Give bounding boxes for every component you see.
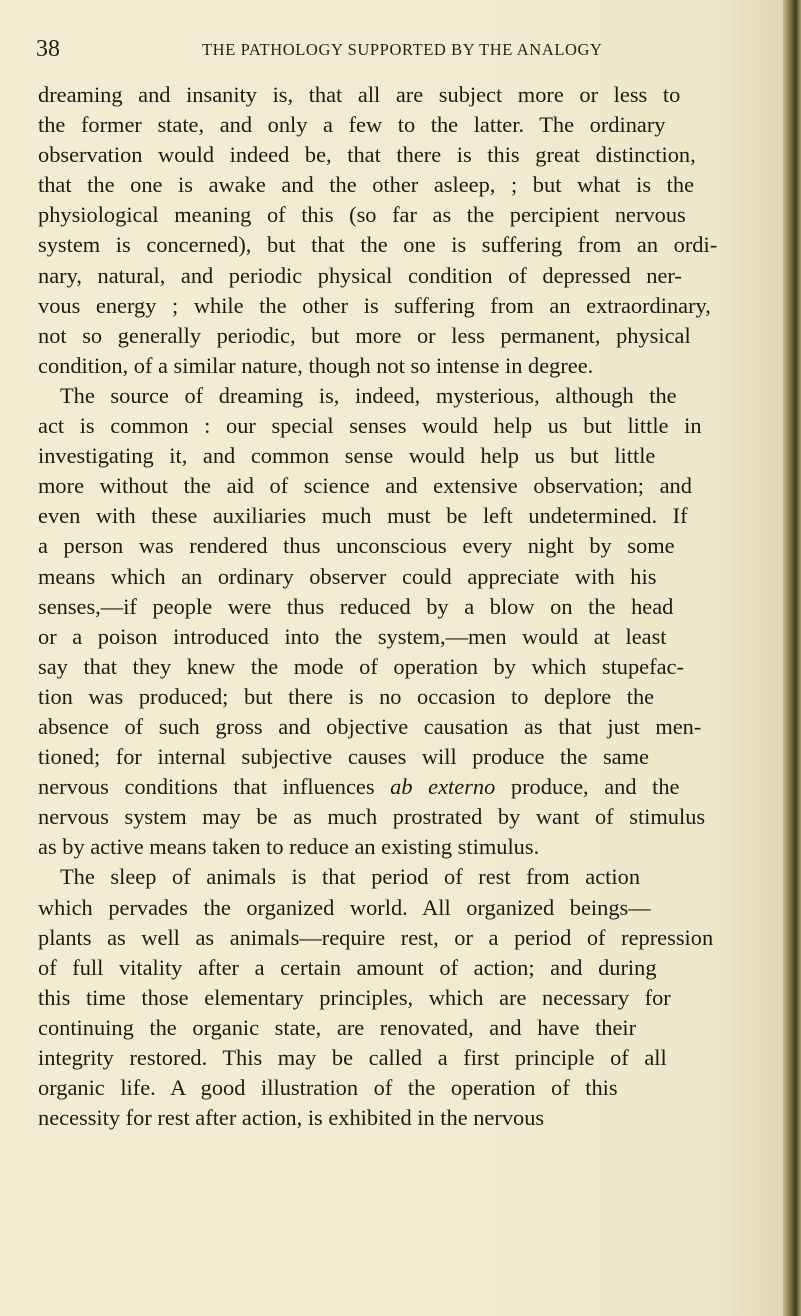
text-line-content: more without the aid of science and extensive observation; and (38, 473, 692, 499)
text-fragment: nervous conditions that influences (38, 774, 391, 800)
text-line-content: organic life. A good illustration of the operation of this (38, 1075, 618, 1101)
text-line-content: tion was produced; but there is no occasion to deplore the (38, 683, 655, 709)
italic-phrase: ab externo (390, 774, 496, 800)
text-line-content: tioned; for internal subjective causes will produce the same (38, 744, 649, 770)
text-line-content: system is concerned), but that the one is suffering from an ordi- (38, 232, 718, 258)
text-line (36, 953, 779, 983)
text-line (36, 682, 779, 712)
text-line (36, 1103, 779, 1133)
text-line (36, 501, 779, 531)
text-line-content: this time those elementary principles, which are necessary for (38, 984, 671, 1010)
text-line (36, 1073, 779, 1103)
text-line-content: The source of dreaming is, indeed, mysterious, although the (60, 382, 677, 408)
text-line (36, 140, 779, 170)
text-line (36, 562, 779, 592)
text-line-content: that the one is awake and the other asleep, ; but what is the (38, 172, 695, 198)
text-line-content: physiological meaning of this (so far as the percipient nervous (38, 202, 686, 228)
text-line (36, 351, 779, 381)
text-line-content: dreaming and insanity is, that all are subject more or less to (38, 82, 681, 107)
text-line-content (38, 772, 680, 802)
text-line (36, 923, 779, 953)
text-fragment: produce, and the (495, 774, 680, 800)
text-line (36, 622, 779, 652)
text-line-content: nervous system may be as much prostrated by want of stimulus (38, 804, 706, 830)
text-line-content: continuing the organic state, are renovated, and have their (38, 1014, 637, 1040)
text-line-content: plants as well as animals—require rest, or a period of repression (38, 924, 714, 950)
text-line-content: which pervades the organized world. All organized beings— (38, 894, 651, 920)
text-line-content: senses,—if people were thus reduced by a blow on the head (38, 593, 674, 619)
text-line (36, 1043, 779, 1073)
text-line-content: of full vitality after a certain amount of action; and during (38, 954, 657, 980)
text-line-content: or a poison introduced into the system,—men would at least (38, 623, 667, 649)
text-line (36, 772, 779, 802)
text-line-content: observation would indeed be, that there is this great distinction, (38, 142, 696, 168)
text-line (36, 742, 779, 772)
text-line (36, 592, 779, 622)
page-edge-shadow (783, 0, 801, 1316)
text-line (36, 170, 779, 200)
text-line-content: means which an ordinary observer could appreciate with his (38, 563, 657, 589)
text-line-content: say that they knew the mode of operation by which stupefac- (38, 653, 684, 679)
text-line-content: even with these auxiliaries much must be left undetermined. If (38, 503, 688, 529)
text-line (36, 261, 779, 291)
text-line-content: the former state, and only a few to the latter. The ordinary (38, 112, 666, 138)
text-line-content: investigating it, and common sense would help us but little (38, 443, 656, 469)
text-line (36, 230, 779, 260)
text-line-content: not so generally periodic, but more or less permanent, physical (38, 322, 691, 348)
text-line (36, 80, 779, 110)
text-line-content: necessity for rest after action, is exhibited in the nervous (38, 1105, 545, 1131)
text-line-content: as by active means taken to reduce an existing stimulus. (38, 834, 540, 860)
text-line (36, 471, 779, 501)
text-line (36, 1013, 779, 1043)
text-line (36, 983, 779, 1013)
text-line (36, 893, 779, 923)
text-line (36, 381, 779, 411)
text-line-content: vous energy ; while the other is suffering from an extraordinary, (38, 292, 711, 318)
text-line-content: integrity restored. This may be called a first principle of all (38, 1045, 667, 1070)
text-line (36, 862, 779, 892)
text-line-content: The sleep of animals is that period of rest from action (60, 864, 641, 890)
running-title: THE PATHOLOGY SUPPORTED BY THE ANALOGY (202, 40, 603, 59)
text-line (36, 200, 779, 230)
text-line (36, 531, 779, 561)
text-line (36, 441, 779, 471)
body-text (36, 80, 779, 1133)
text-line-content: nary, natural, and periodic physical condition of depressed ner- (38, 262, 682, 288)
text-line (36, 802, 779, 832)
text-line-content: a person was rendered thus unconscious every night by some (38, 533, 675, 559)
text-line (36, 411, 779, 441)
text-line (36, 652, 779, 682)
page-number: 38 (36, 36, 60, 62)
text-line (36, 832, 779, 862)
text-line (36, 291, 779, 321)
text-line-content: condition, of a similar nature, though not so intense in degree. (38, 352, 594, 378)
text-line (36, 712, 779, 742)
text-line-content: act is common : our special senses would help us but little in (38, 413, 702, 439)
text-line (36, 321, 779, 351)
running-head (36, 34, 736, 64)
text-line (36, 110, 779, 140)
text-line-content: absence of such gross and objective causation as that just men- (38, 713, 702, 739)
